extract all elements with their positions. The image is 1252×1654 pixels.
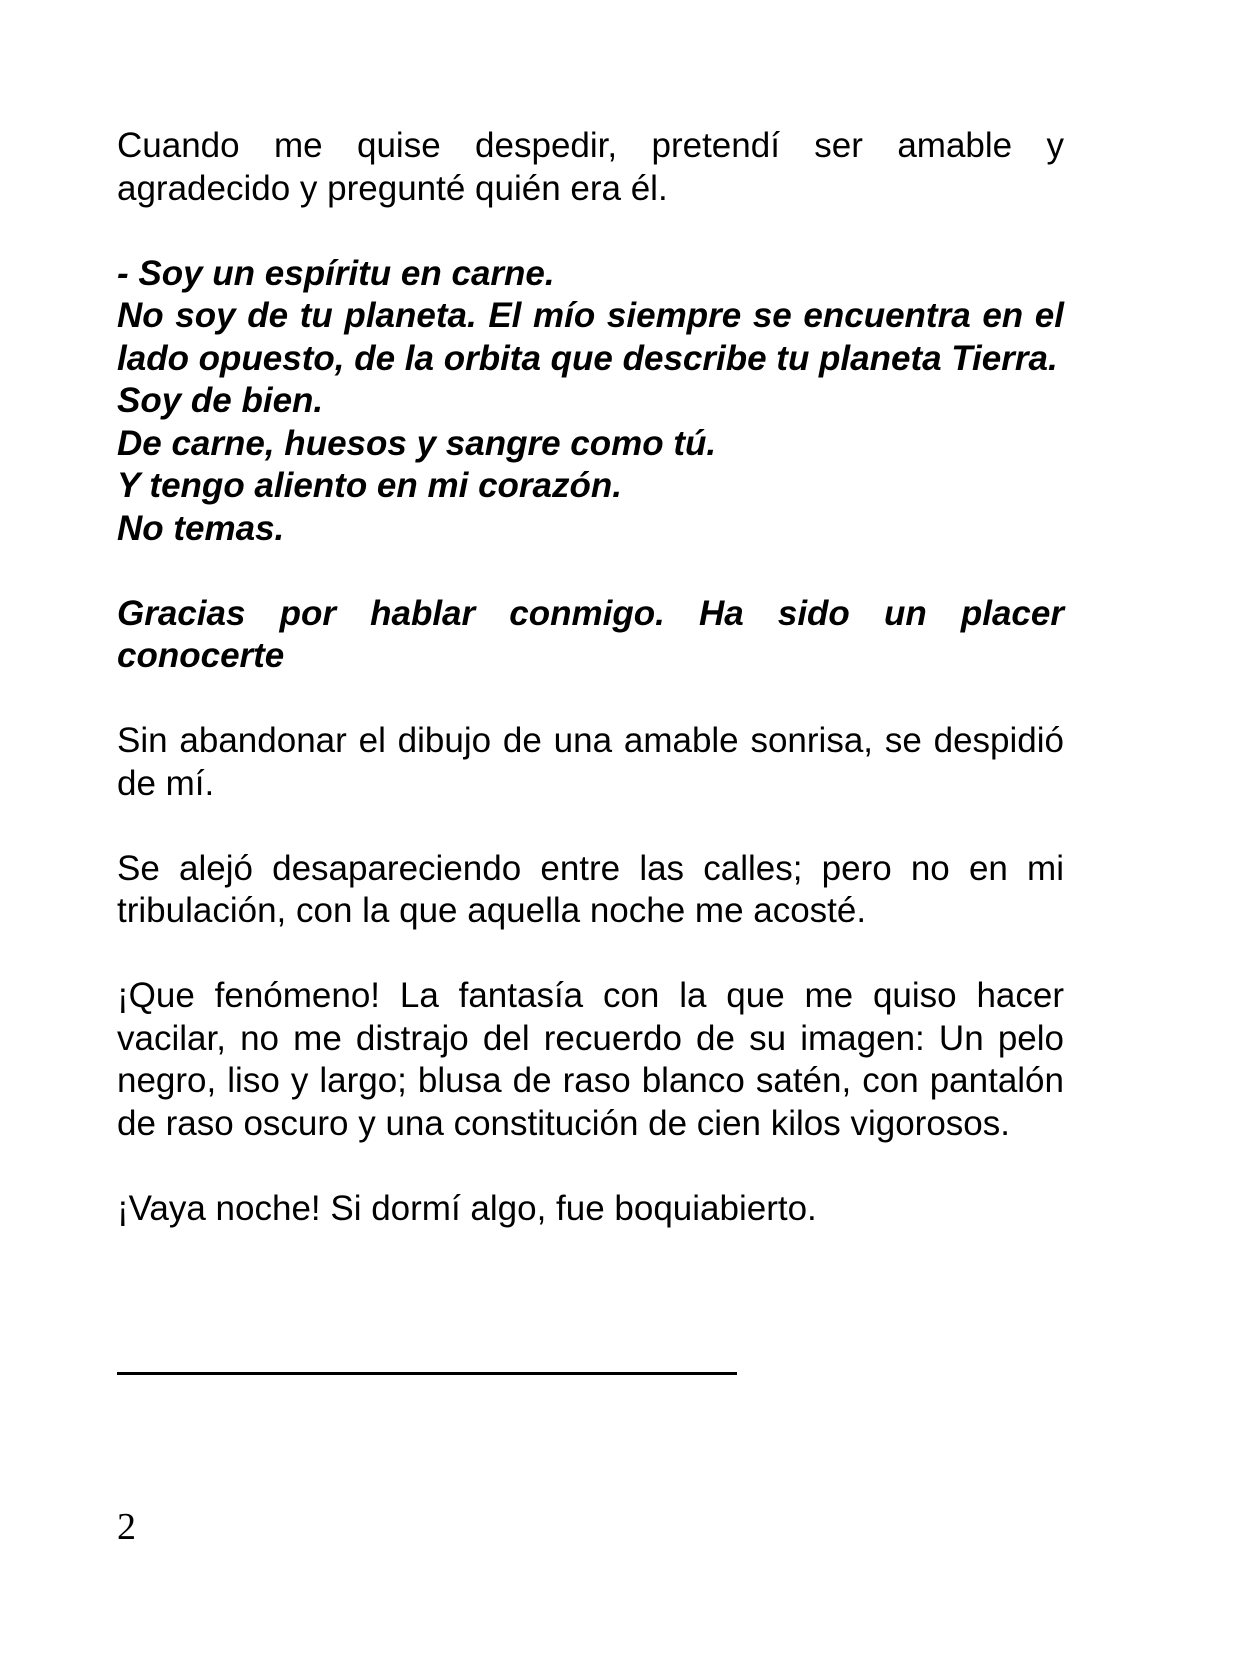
paragraph-night: ¡Vaya noche! Si dormí algo, fue boquiabierto. bbox=[117, 1188, 817, 1228]
paragraph-description: ¡Que fenómeno! La fantasía con la que me quiso hacer vacilar, no me distrajo del recuerdo de su imagen: Un pelo negro, liso y largo; blusa de raso blanco satén, con pantalón de raso oscuro y una constitución de cien kilos vigorosos. bbox=[117, 976, 1064, 1143]
page-number: 2 bbox=[117, 1506, 136, 1548]
dialogue-line: De carne, huesos y sangre como tú. bbox=[117, 423, 717, 463]
paragraph-farewell: Cuando me quise despedir, pretendí ser amable y agradecido y pregunté quién era él. bbox=[117, 126, 1064, 208]
dialogue-line: Soy de bien. bbox=[117, 381, 324, 420]
dialogue-line: - Soy un espíritu en carne. bbox=[117, 253, 555, 293]
paragraph-smile: Sin abandonar el dibujo de una amable sonrisa, se despidió de mí. bbox=[117, 721, 1064, 803]
dialogue-line: No temas. bbox=[117, 508, 285, 548]
paragraph-thanks: Gracias por hablar conmigo. Ha sido un placer conocerte bbox=[117, 593, 1064, 675]
page-body bbox=[117, 125, 1064, 1230]
paragraph-streets: Se alejó desapareciendo entre las calles; pero no en mi tribulación, con la que aquella noche me acosté. bbox=[117, 848, 1064, 930]
dialogue-line: No soy de tu planeta. El mío siempre se encuentra en el lado opuesto, de la orbita que describe tu planeta Tierra. bbox=[117, 296, 1064, 378]
dialogue-block bbox=[117, 253, 1064, 551]
footnote-separator bbox=[117, 1372, 737, 1375]
dialogue-line: Y tengo aliento en mi corazón. bbox=[117, 466, 622, 505]
